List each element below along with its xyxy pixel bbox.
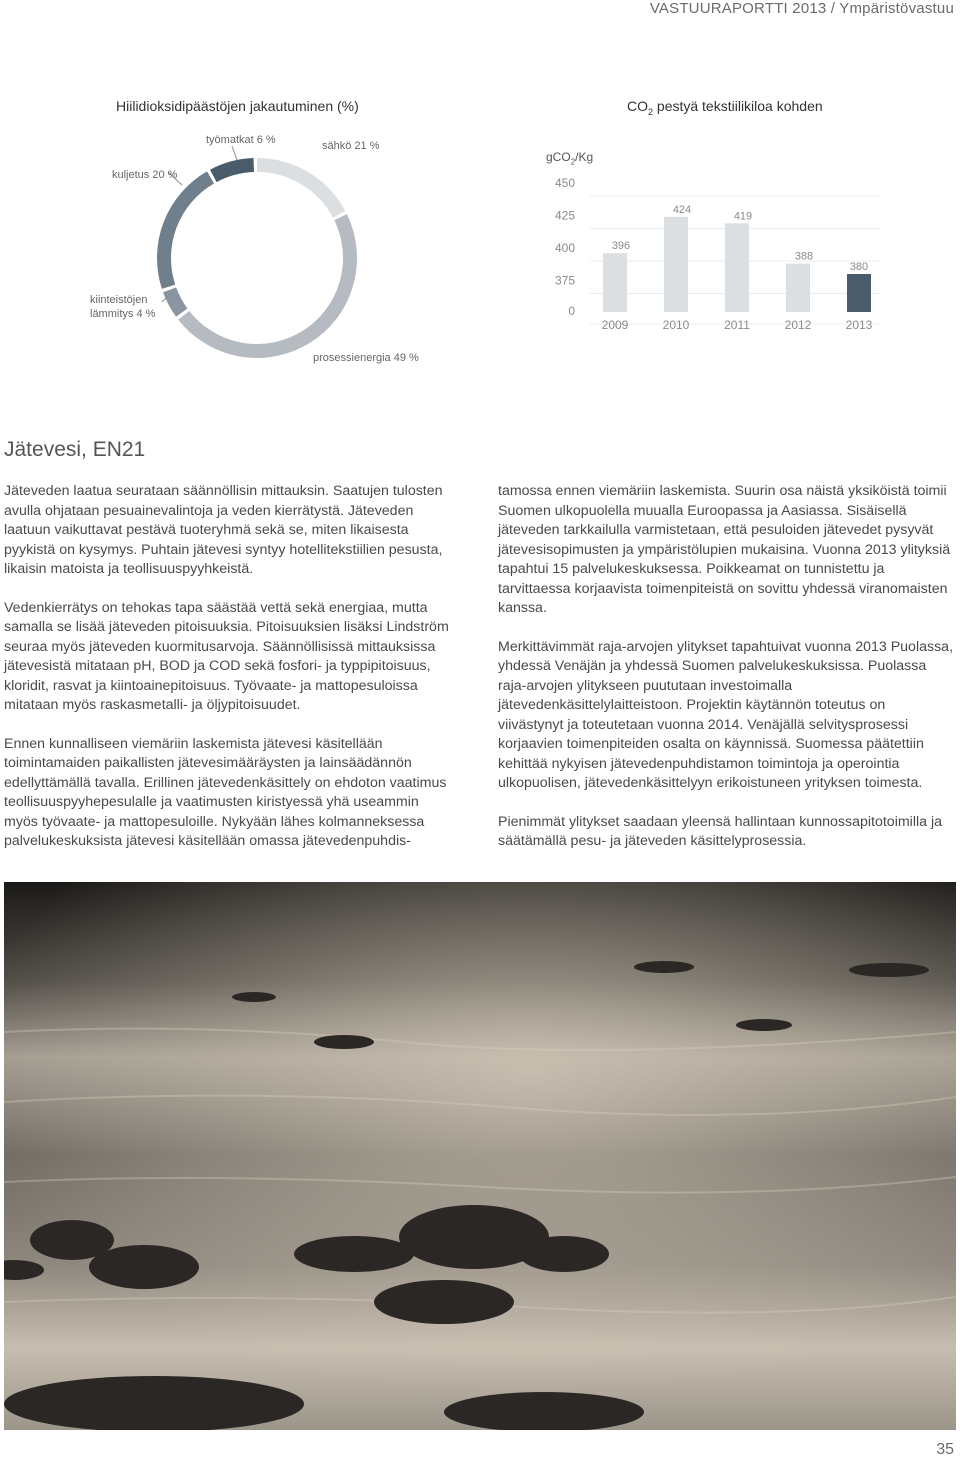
unit-sub: 2 (570, 157, 576, 167)
right-paragraph-3: Pienimmät ylitykset saadaan yleensä hallintaan kunnossapitotoimilla ja säätämällä pesu- ja jäteveden käsittelyprosessia. (498, 813, 942, 849)
co2-per-kg-bar-chart (0, 0, 960, 360)
x-tick-label: 2009 (601, 318, 629, 332)
text-column-left (4, 482, 456, 871)
label-kiinteistojen-line2: lämmitys 4 % (90, 308, 156, 320)
label-kuljetus: kuljetus 20 % (112, 169, 178, 181)
bar-value-label: 380 (849, 261, 869, 273)
bar-title-rest: pestyä tekstiilikiloa kohden (653, 98, 823, 114)
x-tick-label: 2013 (845, 318, 873, 332)
river-rocks-photo (4, 882, 956, 1430)
label-sahko: sähkö 21 % (322, 140, 380, 152)
left-paragraph-1: Jäteveden laatua seurataan säännöllisin mittauksin. Saatujen tulosten avulla ohjataan pesuainevalintoja ja veden kierrätystä. Jäteveden laatuun vaikuttavat pestävä tuoteryhmä sekä se, miten likaisesta pyykistä on kysymys. Puhtain jätevesi syntyy hotellitekstiilien pesusta, likaisin matoista ja teollisuuspyyhkeistä. (4, 483, 443, 577)
bar-2010 (664, 217, 688, 312)
left-paragraph-3: Ennen kunnalliseen viemäriin laskemista jätevesi käsitellään toimintamaiden paikallisten jätevesimääräysten ja lainsäädännön edellyttämällä tavalla. Erillinen jätevedenkäsittely on ehdoton vaatimus teollisuuspyyhepesulalle ja vaatimusten kiristyessä yhä useammin myös työvaate- ja mattopesuloille. Nykyään lähes kolmanneksessa palvelukeskuksista jätevesi käsitellään omassa jätevedenpuhdis- (4, 735, 447, 849)
bar-2011 (725, 223, 749, 312)
bar-value-label: 388 (794, 250, 814, 263)
bar-title-co: CO (627, 98, 648, 114)
page-number: 35 (936, 1441, 954, 1458)
left-paragraph-2: Vedenkierrätys on tehokas tapa säästää vettä sekä energiaa, mutta samalla se lisää jäteveden pitoisuuksia. Pitoisuuksien lisäksi Lindström seuraa myös jäteveden kuormitusarvoja. Säännöllisissä mittauksissa jätevesistä mitataan pH, BOD ja COD sekä fosfori- ja typpipitoisuus, kloridit, rasvat ja kiintoainepitoisuus. Työvaate- ja mattopesuloissa mitataan myös raskasmetalli- ja öljypitoisuudet. (4, 599, 449, 713)
bar-2013 (847, 274, 871, 312)
label-tyomatkat: työmatkat 6 % (206, 134, 276, 146)
y-tick-label: 375 (554, 273, 575, 288)
bar-value-label: 424 (672, 203, 692, 216)
text-column-right (498, 482, 954, 871)
x-tick-label: 2011 (724, 318, 750, 332)
bar-2009 (603, 253, 627, 312)
river-rocks-illustration (4, 882, 956, 1430)
bar-value-label: 396 (611, 240, 631, 253)
label-prosessienergia: prosessienergia 49 % (313, 352, 419, 364)
y-tick-label: 0 (568, 304, 575, 318)
x-tick-label: 2012 (784, 318, 812, 332)
donut-chart-title: Hiilidioksidipäästöjen jakautuminen (%) (116, 98, 359, 114)
label-kiinteistojen-line1: kiinteistöjen (90, 294, 148, 306)
bar-value-label: 419 (733, 210, 753, 223)
right-paragraph-2: Merkittävimmät raja-arvojen ylitykset tapahtuivat vuonna 2013 Puolassa, yhdessä Venäjän ja yhdessä Suomen palvelukeskuksissa. Puolassa raja-arvojen ylitykseen puututaan investoimalla jätevedenkäsittelylaitteistoon. Projektin käytännön toteutus on viivästynyt ja toteutetaan vuonna 2014. Venäjällä selvitysprosessi korjaavien toimenpiteiden osalta on käynnissä. Suomessa päätettiin kehittää nykyisen jätevedenpuhdistamon toimintoja ja operointia ulkopuolisen, jätevedenkäsittelyyn erikoistuneen yrityksen toimesta. (498, 638, 954, 791)
section-heading: Jätevesi, EN21 (4, 438, 146, 461)
y-tick-label: 425 (554, 208, 575, 223)
right-paragraph-1: tamossa ennen viemäriin laskemista. Suurin osa näistä yksiköistä toimii Suomen ulkopuolella muualla Euroopassa ja Aasiassa. Sisäisellä jäteveden tarkkailulla varmistetaan, että pesuloiden jätevedet pysyvät jätevesisopimusten ja ympäristölupien mukaisina. Vuonna 2013 ylityksiä tapahtui 15 palvelukeskuksessa. Poikkeamat on tunnistettu ja tarvittaessa korjaavista toimenpiteistä on sovittu yhdessä viranomaisten kanssa. (498, 483, 951, 616)
x-tick-label: 2010 (662, 318, 690, 332)
unit-rest: /Kg (575, 150, 594, 164)
bar-title-sub: 2 (648, 106, 654, 117)
unit-g: gCO (546, 150, 571, 164)
running-header: VASTUURAPORTTI 2013 / Ympäristövastuu (649, 0, 954, 17)
bar-2012 (786, 264, 810, 312)
y-tick-label: 400 (554, 241, 575, 255)
y-tick-label: 450 (554, 176, 575, 190)
